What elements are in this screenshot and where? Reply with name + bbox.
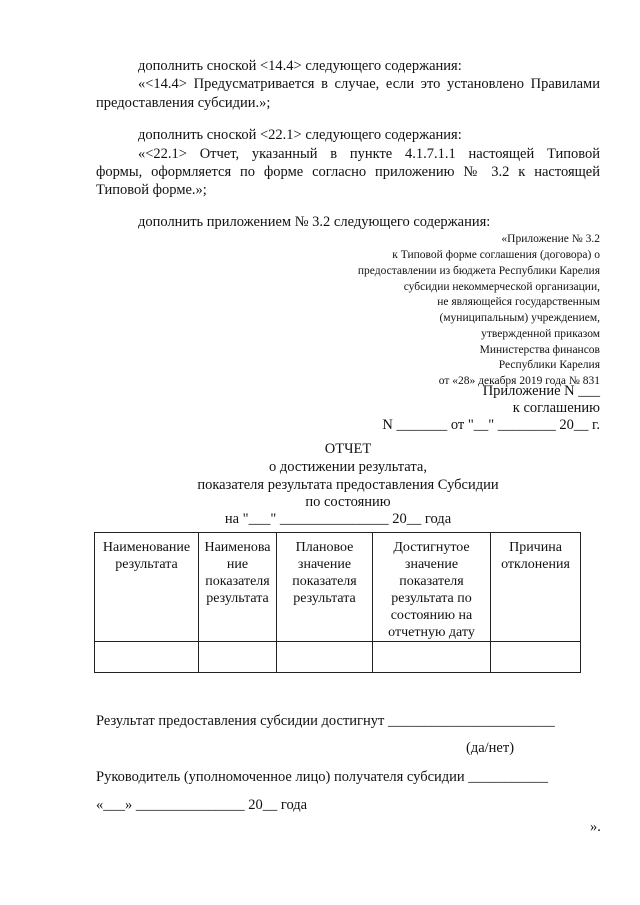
approval-line: от «28» декабря 2019 года № 831	[438, 375, 600, 387]
approval-line: предоставлении из бюджета Республики Карелия	[357, 265, 600, 277]
report-date-line: на "___" _______________ 20__ года	[224, 511, 452, 527]
column-header: Наименование результата	[95, 533, 199, 642]
table-header-row	[95, 533, 581, 642]
intro-line-1: дополнить сноской <14.4> следующего содержания:	[138, 58, 462, 74]
yes-no-hint: (да/нет)	[466, 740, 515, 756]
intro-line-5: дополнить приложением № 3.2 следующего содержания:	[138, 214, 491, 230]
closing-quote: ».	[590, 819, 601, 835]
table-cell[interactable]	[199, 642, 277, 673]
table-cell[interactable]	[491, 642, 581, 673]
report-subtitle-1: о достижении результата,	[269, 459, 427, 475]
table-row	[95, 642, 581, 673]
approval-line: утвержденной приказом	[481, 328, 600, 340]
results-table	[94, 532, 581, 673]
intro-line-4c: Типовой форме.»;	[96, 182, 207, 198]
attachment-agreement-number: N _______ от "__" ________ 20__ г.	[382, 417, 600, 433]
intro-line-2b: предоставления субсидии.»;	[96, 95, 271, 111]
column-header: Плановое значение показателя результата	[277, 533, 373, 642]
column-header: Достигнутое значение показателя результата по состоянию на отчетную дату	[373, 533, 491, 642]
table-cell[interactable]	[277, 642, 373, 673]
column-header: Причина отклонения	[491, 533, 581, 642]
attachment-agreement: к соглашению	[512, 400, 600, 416]
intro-line-4a: «<22.1> Отчет, указанный в пункте 4.1.7.1.1 настоящей Типовой	[138, 146, 600, 162]
result-achieved-line: Результат предоставления субсидии достигнут _______________________	[96, 713, 555, 729]
approval-line: «Приложение № 3.2	[501, 233, 600, 245]
approval-line: Министерства финансов	[479, 344, 600, 356]
report-title: ОТЧЕТ	[324, 441, 372, 457]
table-cell[interactable]	[373, 642, 491, 673]
approval-line: к Типовой форме соглашения (договора) о	[392, 249, 600, 261]
report-subtitle-2: показателя результата предоставления Субсидии	[197, 477, 499, 493]
head-signature-line: Руководитель (уполномоченное лицо) получателя субсидии ___________	[96, 769, 549, 785]
attachment-number: Приложение N ___	[482, 383, 600, 399]
intro-line-3: дополнить сноской <22.1> следующего содержания:	[138, 127, 462, 143]
report-subtitle-3: по состоянию	[305, 494, 391, 510]
intro-line-2a: «<14.4> Предусматривается в случае, если это установлено Правилами	[138, 76, 600, 92]
table-cell[interactable]	[95, 642, 199, 673]
approval-line: не являющейся государственным	[437, 296, 600, 308]
column-header: Наименова ние показателя результата	[199, 533, 277, 642]
intro-line-4b: формы, оформляется по форме согласно приложению № 3.2 к настоящей	[96, 164, 600, 180]
approval-line: (муниципальным) учреждением,	[439, 312, 600, 324]
approval-line: Республики Карелия	[498, 359, 600, 371]
approval-line: субсидии некоммерческой организации,	[403, 281, 600, 293]
signature-date-line: «___» _______________ 20__ года	[96, 797, 308, 813]
